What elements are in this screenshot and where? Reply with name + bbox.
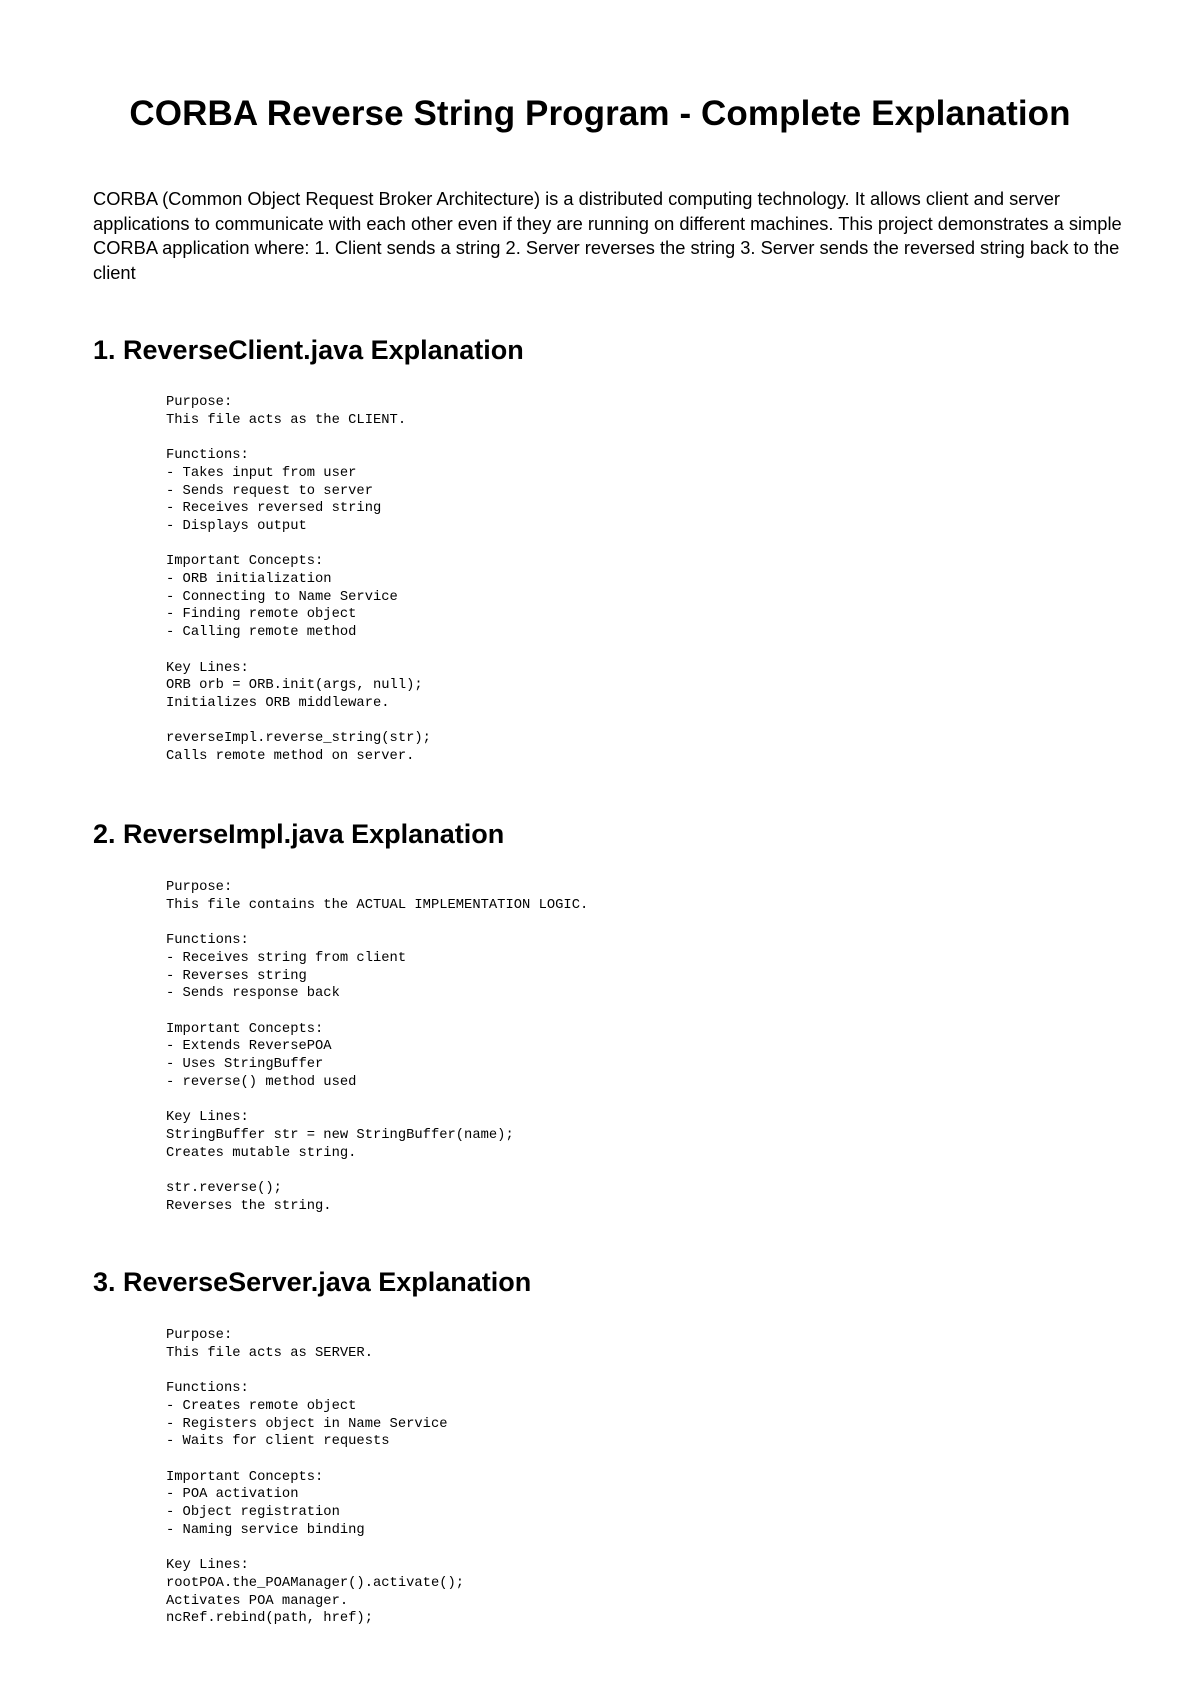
section-heading-client: 1. ReverseClient.java Explanation	[93, 335, 524, 365]
page-title: CORBA Reverse String Program - Complete Explanation	[129, 94, 1071, 133]
intro-paragraph: CORBA (Common Object Request Broker Architecture) is a distributed computing technology. It allows client and server applications to communicate with each other even if they are running on different machines. This project demonstrates a simple CORBA application where: 1. Client sends a string 2. Server reverses the string 3. Server sends the reversed string back to the client	[93, 188, 1122, 284]
section-heading-impl: 2. ReverseImpl.java Explanation	[93, 819, 505, 849]
section-body-server: Purpose: This file acts as SERVER. Functions: - Creates remote object - Registers object in Name Service - Waits for client requests Important Concepts: - POA activation - Object registration - Naming service binding Key Lines: rootPOA.the_POAManager().activate(); Activates POA manager. ncRef.rebind(path, href);	[166, 1328, 465, 1627]
section-body-impl: Purpose: This file contains the ACTUAL IMPLEMENTATION LOGIC. Functions: - Receives string from client - Reverses string - Sends response back Important Concepts: - Extends ReversePOA - Uses StringBuffer - reverse() method used Key Lines: StringBuffer str = new StringBuffer(name); Creates mutable string. str.reverse(); Reverses the string.	[166, 880, 589, 1214]
section-heading-server: 3. ReverseServer.java Explanation	[93, 1267, 532, 1297]
section-body-client: Purpose: This file acts as the CLIENT. Functions: - Takes input from user - Sends request to server - Receives reversed string - Displays output Important Concepts: - ORB initialization - Connecting to Name Service - Finding remote object - Calling remote method Key Lines: ORB orb = ORB.init(args, null); Initializes ORB middleware. reverseImpl.reverse_string(str); Calls remote method on server.	[166, 395, 431, 765]
